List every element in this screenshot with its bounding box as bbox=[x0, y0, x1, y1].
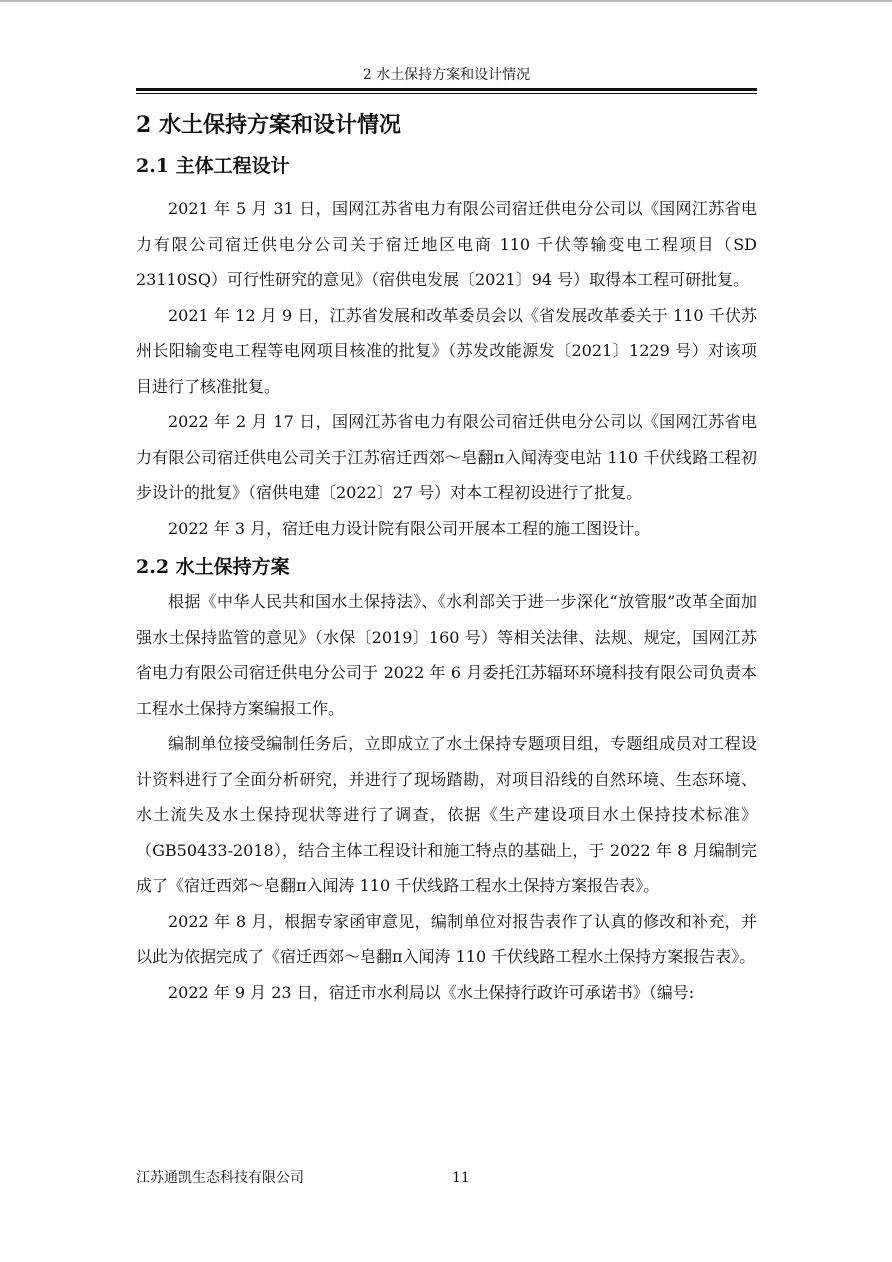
paragraph: 2021 年 5 月 31 日，国网江苏省电力有限公司宿迁供电分公司以《国网江苏省电力有限公司宿迁供电分公司关于宿迁地区电商 110 千伏等输变电工程项目（SD 23110SQ）可行性研究的意见》（宿供电发展〔2021〕94 号）取得本工程可研批复。 bbox=[136, 199, 757, 289]
paragraph: 编制单位接受编制任务后，立即成立了水土保持专题项目组，专题组成员对工程设计资料进行了全面分析研究，并进行了现场踏勘，对项目沿线的自然环境、生态环境、水土流失及水土保持现状等进行了调查，依据《生产建设项目水土保持技术标准》（GB50433-2018），结合主体工程设计和施工特点的基础上，于 2022 年 8 月编制完成了《宿迁西郊～皂翻π入闻涛 110 千伏线路工程水土保持方案报告表》。 bbox=[136, 734, 757, 895]
paragraph: 2022 年 9 月 23 日，宿迁市水利局以《水土保持行政许可承诺书》（编号: bbox=[168, 982, 695, 1002]
subsection-title-main-design: 2.1 主体工程设计 bbox=[136, 155, 290, 177]
page-top-border bbox=[0, 0, 892, 2]
page-content bbox=[136, 105, 757, 1010]
header-rule-thin bbox=[136, 93, 757, 94]
running-header: 2 水土保持方案和设计情况 bbox=[362, 67, 531, 83]
subsection-title-soil-conservation: 2.2 水土保持方案 bbox=[136, 556, 290, 578]
paragraph: 2022 年 3 月，宿迁电力设计院有限公司开展本工程的施工图设计。 bbox=[168, 518, 651, 538]
header-rule-thick bbox=[136, 88, 757, 91]
paragraph: 2021 年 12 月 9 日，江苏省发展和改革委员会以《省发展改革委关于 110 千伏苏州长阳输变电工程等电网项目核准的批复》（苏发改能源发〔2021〕1229 号）对该项目进行了核准批复。 bbox=[136, 305, 757, 396]
section-title: 2 水土保持方案和设计情况 bbox=[136, 112, 401, 138]
paragraph: 2022 年 2 月 17 日，国网江苏省电力有限公司宿迁供电分公司以《国网江苏省电力有限公司宿迁供电公司关于江苏宿迁西郊～皂翻π入闻涛变电站 110 千伏线路工程初步设计的批复》（宿供电建〔2022〕27 号）对本工程初设进行了批复。 bbox=[136, 412, 757, 502]
paragraph: 2022 年 8 月，根据专家函审意见，编制单位对报告表作了认真的修改和补充，并以此为依据完成了《宿迁西郊～皂翻π入闻涛 110 千伏线路工程水土保持方案报告表》。 bbox=[136, 911, 757, 966]
paragraph: 根据《中华人民共和国水土保持法》、《水利部关于进一步深化“放管服”改革全面加强水土保持监管的意见》（水保〔2019〕160 号）等相关法律、法规、规定，国网江苏省电力有限公司宿迁供电分公司于 2022 年 6 月委托江苏辐环环境科技有限公司负责本工程水土保持方案编报工作。 bbox=[136, 592, 757, 718]
footer-company: 江苏通凯生态科技有限公司 bbox=[136, 1170, 304, 1186]
page-number: 11 bbox=[452, 1170, 470, 1186]
